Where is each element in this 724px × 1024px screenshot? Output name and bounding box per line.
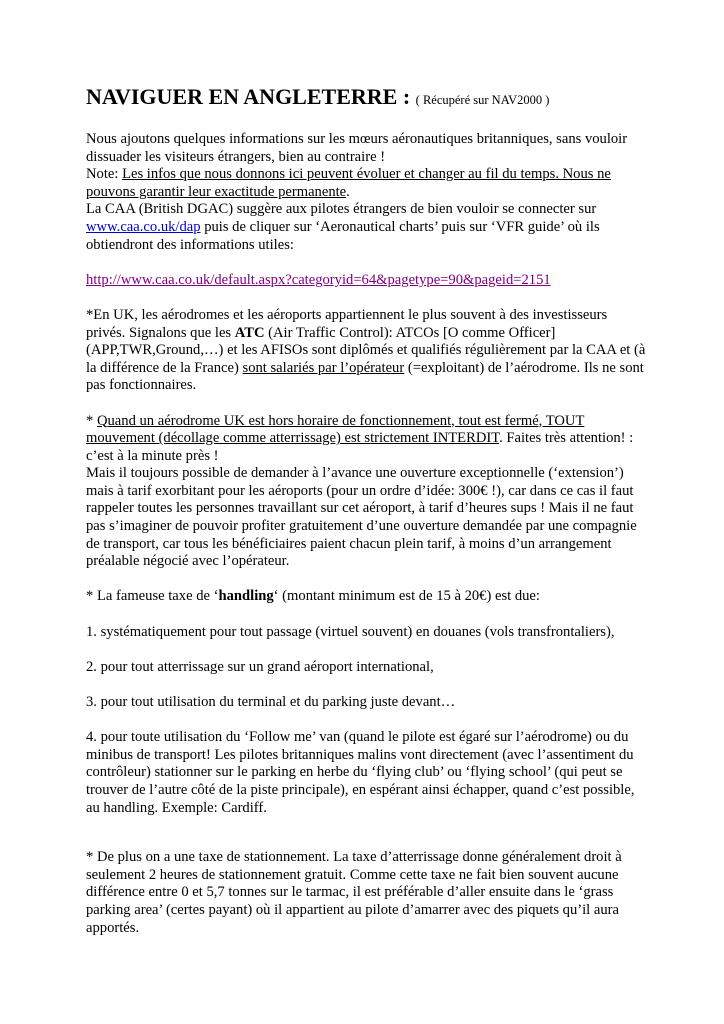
title-source: ( Récupéré sur NAV2000 ) bbox=[415, 93, 550, 107]
handling-text-after: ‘ (montant minimum est de 15 à 20€) est due: bbox=[273, 588, 540, 605]
parking-paragraph: * De plus on a une taxe de stationnement. La taxe d’atterrissage donne généralement droit à seulement 2 heures de stationnement gratuit. Comme cette taxe ne fait bien souvent aucune différence entre 0 et 5,7 tonnes sur le tarmac, il est préférable d’aller ensuite dans le ‘grass parking area’ (certes payant) où il appartient au pilote d’amarrer avec des piquets qu’il aura apportés. bbox=[86, 849, 622, 936]
caa-vfr-guide-link[interactable]: http://www.caa.co.uk/default.aspx?categoryid=64&pagetype=90&pageid=2151 bbox=[86, 271, 551, 288]
hours-text-after: . Faites très attention! : c’est à la minute près ! bbox=[86, 430, 634, 464]
note-paragraph bbox=[86, 166, 646, 201]
extension-paragraph: Mais il toujours possible de demander à l’avance une ouverture exceptionnelle (‘extension’) mais à tarif exorbitant pour les aéroports (pour un ordre d’idée: 300€ !), car dans ce cas il faut rappeler toutes les personnes travaillant sur cet aéroport, à tarif d’heures sups ! Mais il ne faut pas s’imaginer de pouvoir profiter gratuitement d’une ouverture demandée par une compagnie de transport, car tous les bénéficiaires paient chacun plein tarif, à moins d’un arrangement préalable négocié avec l’opérateur. bbox=[86, 465, 637, 570]
atc-underlined-text: sont salariés par l’opérateur bbox=[242, 359, 405, 376]
note-underlined-text: Les infos que nous donnons ici peuvent évoluer et changer au fil du temps. Nous ne pouvons garantir leur exactitude permanente bbox=[86, 166, 611, 200]
hours-paragraph bbox=[86, 413, 646, 466]
caa-text-after: puis de cliquer sur ‘Aeronautical charts’ puis sur ‘VFR guide’ où ils obtiendront des informations utiles: bbox=[86, 218, 600, 253]
handling-paragraph bbox=[86, 588, 646, 606]
handling-text-before: * La fameuse taxe de ‘ bbox=[86, 588, 219, 605]
handling-bold: handling bbox=[218, 588, 274, 605]
atc-text-after: (=exploitant) de l’aérodrome. Ils ne sont pas fonctionnaires. bbox=[86, 359, 644, 394]
atc-paragraph bbox=[86, 307, 646, 395]
title-main: NAVIGUER EN ANGLETERRE : bbox=[86, 84, 411, 109]
note-end: . bbox=[346, 183, 350, 200]
atc-bold: ATC bbox=[234, 324, 265, 341]
caa-text-before: La CAA (British DGAC) suggère aux pilotes étrangers de bien vouloir se connecter sur bbox=[86, 201, 597, 218]
atc-text-before: *En UK, les aérodromes et les aéroports appartiennent le plus souvent à des investisseurs privés. Signalons que les bbox=[86, 306, 608, 341]
note-label: Note: bbox=[86, 166, 123, 183]
handling-item-1: 1. systématiquement pour tout passage (virtuel souvent) en douanes (vols transfrontaliers), bbox=[86, 623, 615, 640]
handling-item-3: 3. pour tout utilisation du terminal et du parking juste devant… bbox=[86, 694, 456, 710]
atc-text-middle: (Air Traffic Control): ATCOs [O comme Officer](APP,TWR,Ground,…) et les AFISOs sont diplômés et qualifiés régulièrement par la CAA et (à la différence de la France) bbox=[86, 324, 646, 376]
long-link-paragraph bbox=[86, 272, 646, 290]
hours-underlined-text: Quand un aérodrome UK est hors horaire de fonctionnement, tout est fermé, TOUT mouvement (décollage comme atterrissage) est strictement INTERDIT bbox=[86, 412, 585, 447]
handling-item-2: 2. pour tout atterrissage sur un grand aéroport international, bbox=[86, 658, 434, 675]
caa-dap-link[interactable]: www.caa.co.uk/dap bbox=[86, 218, 201, 235]
handling-item-4: 4. pour toute utilisation du ‘Follow me’ van (quand le pilote est égaré sur l’aérodrome) ou du minibus de transport! Les pilotes britanniques malins vont directement (avec l’assentiment du contrôleur) stationner sur le parking en herbe du ‘flying club’ ou ‘flying school’ (qui peut se trouver de l’autre côté de la piste principale), en espérant ainsi échapper, quand c’est possible, au handling. Exemple: Cardiff. bbox=[86, 729, 635, 816]
intro-paragraph: Nous ajoutons quelques informations sur les mœurs aéronautiques britanniques, sans vouloir dissuader les visiteurs étrangers, bien au contraire ! bbox=[86, 131, 628, 165]
page-title bbox=[86, 84, 646, 113]
caa-paragraph bbox=[86, 201, 646, 254]
hours-star: * bbox=[86, 412, 97, 429]
